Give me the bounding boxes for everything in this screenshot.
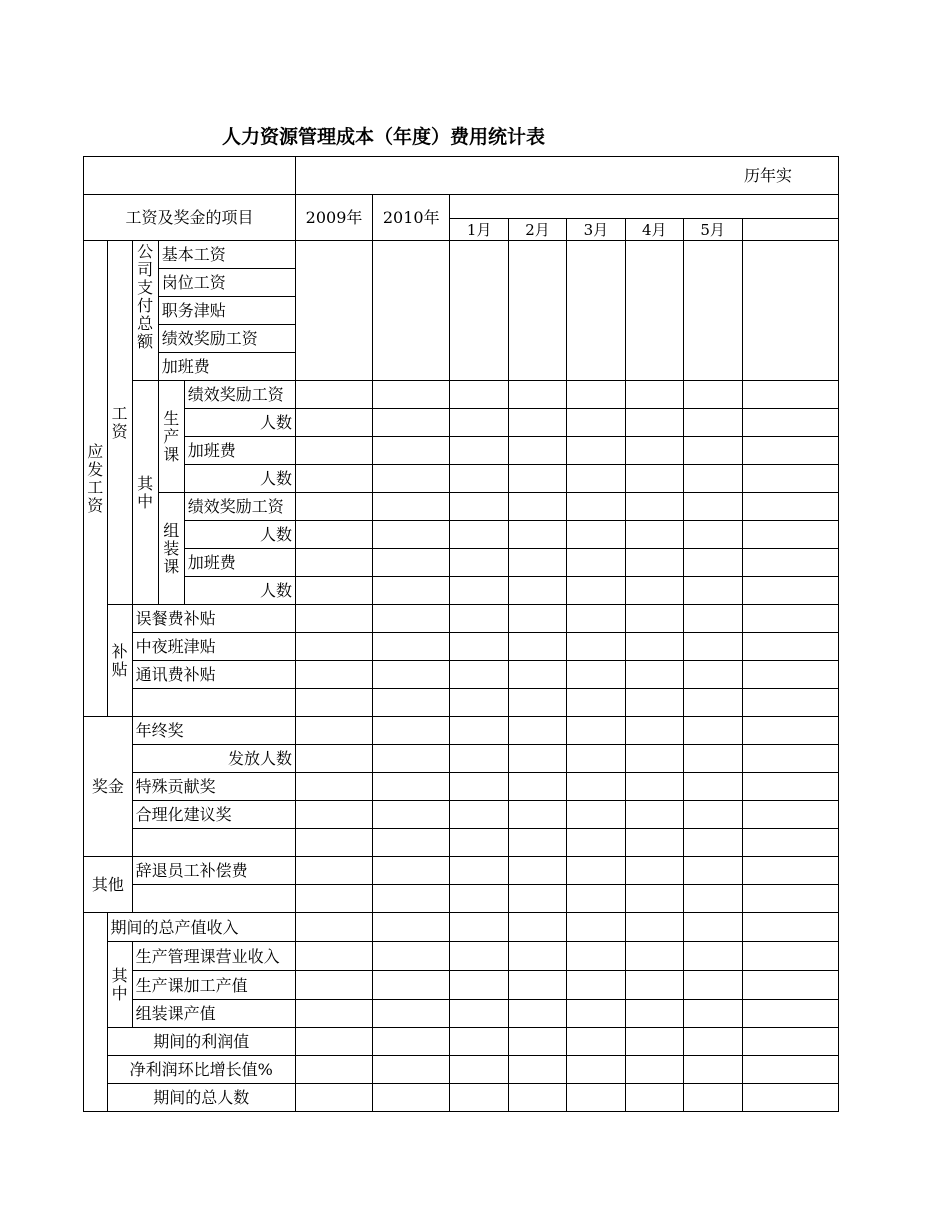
data-cell[interactable] xyxy=(625,409,683,437)
row-label: 岗位工资 xyxy=(158,269,295,297)
data-cell[interactable] xyxy=(509,437,567,465)
data-cell[interactable] xyxy=(373,577,450,605)
month-header: 4月 xyxy=(625,219,683,241)
blank-header-cell xyxy=(84,157,296,195)
data-cell[interactable] xyxy=(567,913,626,942)
data-cell[interactable] xyxy=(567,549,626,577)
data-cell[interactable] xyxy=(683,409,742,437)
row-label: 通讯费补贴 xyxy=(132,661,295,689)
row-label: 绩效奖励工资 xyxy=(184,381,295,409)
data-cell[interactable] xyxy=(295,605,372,633)
data-cell[interactable] xyxy=(683,857,742,885)
group-jiangjin: 奖金 xyxy=(84,717,133,857)
data-cell[interactable] xyxy=(373,661,450,689)
data-cell[interactable] xyxy=(567,689,626,717)
page-title: 人力资源管理成本（年度）费用统计表 xyxy=(222,126,546,148)
data-cell[interactable] xyxy=(625,829,683,857)
data-cell[interactable] xyxy=(509,493,567,521)
data-cell[interactable] xyxy=(625,493,683,521)
data-cell[interactable] xyxy=(295,437,372,465)
data-cell[interactable] xyxy=(683,773,742,801)
data-cell[interactable] xyxy=(295,913,372,942)
data-cell[interactable] xyxy=(450,409,509,437)
data-cell[interactable] xyxy=(742,971,839,1000)
data-cell[interactable] xyxy=(450,773,509,801)
data-cell[interactable] xyxy=(742,661,839,689)
data-cell[interactable] xyxy=(567,241,626,381)
data-cell[interactable] xyxy=(295,465,372,493)
data-cell[interactable] xyxy=(742,913,839,942)
data-cell[interactable] xyxy=(373,493,450,521)
data-cell[interactable] xyxy=(683,241,742,381)
data-cell[interactable] xyxy=(567,942,626,971)
data-cell[interactable] xyxy=(625,745,683,773)
group-yingfa: 应发工资 xyxy=(84,241,108,717)
history-header: 历年实 xyxy=(295,157,838,195)
data-cell[interactable] xyxy=(683,1056,742,1084)
data-cell[interactable] xyxy=(295,689,372,717)
data-cell[interactable] xyxy=(683,549,742,577)
data-cell[interactable] xyxy=(295,661,372,689)
row-label: 人数 xyxy=(184,521,295,549)
row-label: 加班费 xyxy=(184,437,295,465)
data-cell[interactable] xyxy=(742,745,839,773)
data-cell[interactable] xyxy=(567,661,626,689)
row-label: 期间的总产值收入 xyxy=(107,913,295,942)
row-label xyxy=(132,829,295,857)
data-cell[interactable] xyxy=(509,521,567,549)
group-gongzi: 工资 xyxy=(107,241,132,605)
row-label: 人数 xyxy=(184,465,295,493)
data-cell[interactable] xyxy=(509,661,567,689)
group-shengchan: 生产课 xyxy=(158,381,184,493)
data-cell[interactable] xyxy=(683,661,742,689)
row-label xyxy=(132,885,295,913)
data-cell[interactable] xyxy=(450,857,509,885)
data-cell[interactable] xyxy=(373,689,450,717)
data-cell[interactable] xyxy=(295,577,372,605)
data-cell[interactable] xyxy=(742,465,839,493)
data-cell[interactable] xyxy=(742,577,839,605)
row-label: 加班费 xyxy=(158,353,295,381)
data-cell[interactable] xyxy=(683,577,742,605)
data-cell[interactable] xyxy=(373,521,450,549)
data-cell[interactable] xyxy=(450,549,509,577)
data-cell[interactable] xyxy=(625,661,683,689)
data-cell[interactable] xyxy=(373,1000,450,1028)
data-cell[interactable] xyxy=(567,829,626,857)
data-cell[interactable] xyxy=(373,745,450,773)
data-cell[interactable] xyxy=(567,971,626,1000)
data-cell[interactable] xyxy=(683,605,742,633)
data-cell[interactable] xyxy=(683,801,742,829)
data-cell[interactable] xyxy=(450,633,509,661)
data-cell[interactable] xyxy=(625,942,683,971)
row-label: 生产课加工产值 xyxy=(132,971,295,1000)
data-cell[interactable] xyxy=(450,577,509,605)
row-label: 辞退员工补偿费 xyxy=(132,857,295,885)
data-cell[interactable] xyxy=(373,885,450,913)
data-cell[interactable] xyxy=(742,773,839,801)
data-cell[interactable] xyxy=(295,521,372,549)
data-cell[interactable] xyxy=(450,381,509,409)
data-cell[interactable] xyxy=(373,409,450,437)
data-cell[interactable] xyxy=(450,1084,509,1112)
data-cell[interactable] xyxy=(295,885,372,913)
row-label: 中夜班津贴 xyxy=(132,633,295,661)
data-cell[interactable] xyxy=(625,465,683,493)
data-cell[interactable] xyxy=(742,942,839,971)
data-cell[interactable] xyxy=(625,605,683,633)
data-cell[interactable] xyxy=(450,521,509,549)
data-cell[interactable] xyxy=(509,689,567,717)
data-cell[interactable] xyxy=(509,971,567,1000)
data-cell[interactable] xyxy=(295,773,372,801)
data-cell[interactable] xyxy=(567,1000,626,1028)
data-cell[interactable] xyxy=(509,773,567,801)
data-cell[interactable] xyxy=(683,437,742,465)
data-cell[interactable] xyxy=(509,1000,567,1028)
group-gongsi: 公司支付总额 xyxy=(132,241,158,381)
data-cell[interactable] xyxy=(295,549,372,577)
month-header: 5月 xyxy=(683,219,742,241)
cost-table-viewport xyxy=(83,156,839,1112)
data-cell[interactable] xyxy=(625,381,683,409)
data-cell[interactable] xyxy=(509,801,567,829)
data-cell[interactable] xyxy=(373,857,450,885)
data-cell[interactable] xyxy=(450,942,509,971)
data-cell[interactable] xyxy=(567,1028,626,1056)
row-label: 发放人数 xyxy=(132,745,295,773)
group-zuzhuang: 组装课 xyxy=(158,493,184,605)
data-cell[interactable] xyxy=(373,913,450,942)
data-cell[interactable] xyxy=(625,689,683,717)
data-cell[interactable] xyxy=(509,1084,567,1112)
data-cell[interactable] xyxy=(509,381,567,409)
data-cell[interactable] xyxy=(567,717,626,745)
data-cell[interactable] xyxy=(567,857,626,885)
data-cell[interactable] xyxy=(567,633,626,661)
data-cell[interactable] xyxy=(683,717,742,745)
data-cell[interactable] xyxy=(450,1000,509,1028)
data-cell[interactable] xyxy=(742,829,839,857)
data-cell[interactable] xyxy=(295,493,372,521)
data-cell[interactable] xyxy=(625,773,683,801)
data-cell[interactable] xyxy=(742,437,839,465)
data-cell[interactable] xyxy=(742,689,839,717)
data-cell[interactable] xyxy=(295,381,372,409)
data-cell[interactable] xyxy=(450,801,509,829)
data-cell[interactable] xyxy=(509,241,567,381)
data-cell[interactable] xyxy=(683,745,742,773)
group-qizhong: 其中 xyxy=(132,381,158,605)
row-label: 人数 xyxy=(184,409,295,437)
data-cell[interactable] xyxy=(625,549,683,577)
data-cell[interactable] xyxy=(567,605,626,633)
data-cell[interactable] xyxy=(742,857,839,885)
data-cell[interactable] xyxy=(742,1084,839,1112)
data-cell[interactable] xyxy=(683,829,742,857)
data-cell[interactable] xyxy=(742,381,839,409)
year-2009-header: 2009年 xyxy=(295,195,372,241)
data-cell[interactable] xyxy=(625,577,683,605)
row-label: 基本工资 xyxy=(158,241,295,269)
data-cell[interactable] xyxy=(742,549,839,577)
data-cell[interactable] xyxy=(567,1056,626,1084)
data-cell[interactable] xyxy=(373,437,450,465)
data-cell[interactable] xyxy=(450,971,509,1000)
data-cell[interactable] xyxy=(567,1084,626,1112)
row-label: 职务津贴 xyxy=(158,297,295,325)
row-label xyxy=(132,689,295,717)
data-cell[interactable] xyxy=(742,1000,839,1028)
data-cell[interactable] xyxy=(742,409,839,437)
row-label: 绩效奖励工资 xyxy=(158,325,295,353)
data-cell[interactable] xyxy=(625,1056,683,1084)
data-cell[interactable] xyxy=(373,801,450,829)
data-cell[interactable] xyxy=(450,437,509,465)
row-label: 特殊贡献奖 xyxy=(132,773,295,801)
data-cell[interactable] xyxy=(295,942,372,971)
data-cell[interactable] xyxy=(295,829,372,857)
data-cell[interactable] xyxy=(683,1028,742,1056)
data-cell[interactable] xyxy=(567,437,626,465)
data-cell[interactable] xyxy=(742,801,839,829)
data-cell[interactable] xyxy=(567,801,626,829)
month-header: 2月 xyxy=(509,219,567,241)
data-cell[interactable] xyxy=(373,1028,450,1056)
data-cell[interactable] xyxy=(742,493,839,521)
data-cell[interactable] xyxy=(450,661,509,689)
data-cell[interactable] xyxy=(295,745,372,773)
data-cell[interactable] xyxy=(295,1056,372,1084)
data-cell[interactable] xyxy=(509,857,567,885)
data-cell[interactable] xyxy=(295,241,372,381)
item-header: 工资及奖金的项目 xyxy=(84,195,296,241)
data-cell[interactable] xyxy=(742,885,839,913)
row-label: 误餐费补贴 xyxy=(132,605,295,633)
data-cell[interactable] xyxy=(625,1084,683,1112)
data-cell[interactable] xyxy=(295,801,372,829)
data-cell[interactable] xyxy=(567,465,626,493)
data-cell[interactable] xyxy=(373,773,450,801)
month-header: 1月 xyxy=(450,219,509,241)
data-cell[interactable] xyxy=(625,885,683,913)
data-cell[interactable] xyxy=(373,549,450,577)
data-cell[interactable] xyxy=(509,913,567,942)
data-cell[interactable] xyxy=(450,465,509,493)
row-label: 人数 xyxy=(184,577,295,605)
data-cell[interactable] xyxy=(567,409,626,437)
data-cell[interactable] xyxy=(373,1084,450,1112)
row-label: 绩效奖励工资 xyxy=(184,493,295,521)
data-cell[interactable] xyxy=(567,381,626,409)
data-cell[interactable] xyxy=(295,633,372,661)
data-cell[interactable] xyxy=(625,913,683,942)
data-cell[interactable] xyxy=(450,717,509,745)
data-cell[interactable] xyxy=(683,942,742,971)
row-label: 期间的利润值 xyxy=(107,1028,295,1056)
data-cell[interactable] xyxy=(295,857,372,885)
data-cell[interactable] xyxy=(450,689,509,717)
data-cell[interactable] xyxy=(625,971,683,1000)
data-cell[interactable] xyxy=(625,1028,683,1056)
data-cell[interactable] xyxy=(683,381,742,409)
data-cell[interactable] xyxy=(295,1028,372,1056)
data-cell[interactable] xyxy=(742,521,839,549)
data-cell[interactable] xyxy=(450,885,509,913)
data-cell[interactable] xyxy=(450,1056,509,1084)
data-cell[interactable] xyxy=(509,409,567,437)
data-cell[interactable] xyxy=(625,521,683,549)
data-cell[interactable] xyxy=(683,689,742,717)
data-cell[interactable] xyxy=(509,745,567,773)
data-cell[interactable] xyxy=(742,1028,839,1056)
data-cell[interactable] xyxy=(373,381,450,409)
data-cell[interactable] xyxy=(742,605,839,633)
data-cell[interactable] xyxy=(509,885,567,913)
row-label: 期间的总人数 xyxy=(107,1084,295,1112)
data-cell[interactable] xyxy=(509,605,567,633)
data-cell[interactable] xyxy=(295,1084,372,1112)
data-cell[interactable] xyxy=(450,1028,509,1056)
data-cell[interactable] xyxy=(567,885,626,913)
month-group-header xyxy=(450,195,839,219)
group-qizhong2: 其中 xyxy=(107,942,132,1028)
data-cell[interactable] xyxy=(373,942,450,971)
data-cell[interactable] xyxy=(295,1000,372,1028)
data-cell[interactable] xyxy=(625,717,683,745)
data-cell[interactable] xyxy=(683,493,742,521)
data-cell[interactable] xyxy=(625,241,683,381)
data-cell[interactable] xyxy=(509,549,567,577)
data-cell[interactable] xyxy=(683,885,742,913)
data-cell[interactable] xyxy=(509,633,567,661)
data-cell[interactable] xyxy=(450,745,509,773)
data-cell[interactable] xyxy=(509,942,567,971)
data-cell[interactable] xyxy=(373,465,450,493)
data-cell[interactable] xyxy=(373,717,450,745)
data-cell[interactable] xyxy=(742,633,839,661)
data-cell[interactable] xyxy=(509,1028,567,1056)
data-cell[interactable] xyxy=(373,633,450,661)
data-cell[interactable] xyxy=(742,1056,839,1084)
data-cell[interactable] xyxy=(509,577,567,605)
data-cell[interactable] xyxy=(683,1084,742,1112)
data-cell[interactable] xyxy=(373,241,450,381)
data-cell[interactable] xyxy=(625,437,683,465)
data-cell[interactable] xyxy=(373,971,450,1000)
month-header xyxy=(742,219,839,241)
month-header: 3月 xyxy=(567,219,626,241)
data-cell[interactable] xyxy=(683,633,742,661)
cost-table xyxy=(83,156,839,1112)
row-label: 加班费 xyxy=(184,549,295,577)
data-cell[interactable] xyxy=(683,465,742,493)
data-cell[interactable] xyxy=(373,605,450,633)
data-cell[interactable] xyxy=(450,829,509,857)
row-label: 年终奖 xyxy=(132,717,295,745)
data-cell[interactable] xyxy=(567,577,626,605)
data-cell[interactable] xyxy=(509,717,567,745)
data-cell[interactable] xyxy=(683,913,742,942)
data-cell[interactable] xyxy=(625,633,683,661)
data-cell[interactable] xyxy=(683,521,742,549)
data-cell[interactable] xyxy=(450,493,509,521)
group-butie: 补贴 xyxy=(107,605,132,717)
data-cell[interactable] xyxy=(373,829,450,857)
data-cell[interactable] xyxy=(742,241,839,381)
row-label: 合理化建议奖 xyxy=(132,801,295,829)
data-cell[interactable] xyxy=(450,913,509,942)
data-cell[interactable] xyxy=(450,605,509,633)
data-cell[interactable] xyxy=(567,745,626,773)
data-cell[interactable] xyxy=(567,521,626,549)
data-cell[interactable] xyxy=(295,717,372,745)
row-label: 生产管理课营业收入 xyxy=(132,942,295,971)
data-cell[interactable] xyxy=(625,1000,683,1028)
data-cell[interactable] xyxy=(295,409,372,437)
data-cell[interactable] xyxy=(450,241,509,381)
row-label: 组装课产值 xyxy=(132,1000,295,1028)
group-qita: 其他 xyxy=(84,857,133,913)
data-cell[interactable] xyxy=(567,493,626,521)
data-cell[interactable] xyxy=(742,717,839,745)
year-2010-header: 2010年 xyxy=(373,195,450,241)
data-cell[interactable] xyxy=(295,971,372,1000)
output-group-blank xyxy=(84,913,108,1112)
data-cell[interactable] xyxy=(373,1056,450,1084)
data-cell[interactable] xyxy=(683,1000,742,1028)
data-cell[interactable] xyxy=(625,857,683,885)
data-cell[interactable] xyxy=(567,773,626,801)
row-label: 净利润环比增长值% xyxy=(107,1056,295,1084)
data-cell[interactable] xyxy=(509,1056,567,1084)
data-cell[interactable] xyxy=(509,465,567,493)
data-cell[interactable] xyxy=(509,829,567,857)
data-cell[interactable] xyxy=(625,801,683,829)
data-cell[interactable] xyxy=(683,971,742,1000)
